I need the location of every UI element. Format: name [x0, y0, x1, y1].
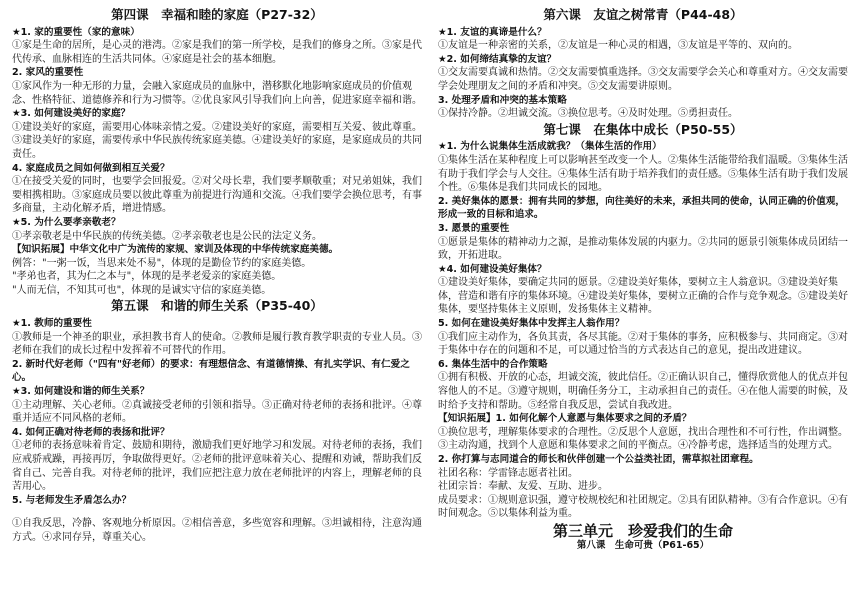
answer-text: ①在接受关爱的同时，也要学会回报爱。②对父母长辈，我们要孝顺敬重；对兄弟姐妹，我们要相携相助。③家庭成员要以彼此尊重为前提进行沟通和交流。④我们要学会换位思考，有事多商量，主动化解矛盾，增进情感。 [12, 176, 422, 215]
left-column [12, 6, 422, 545]
answer-text: "孝弟也者，其为仁之本与"，体现的是孝老爱亲的家庭美德。 [12, 271, 282, 283]
question-heading: ★1. 教师的重要性 [12, 318, 92, 330]
answer-text: ①交友需要真诚和热情。②交友需要慎重选择。③交友需要学会关心和尊重对方。④交友需要学会处理朋友之间的矛盾和冲突。⑤交友需要讲原则。 [438, 67, 848, 92]
question-heading: 5. 与老师发生矛盾怎么办？ [12, 494, 132, 506]
question-heading: ★1. 家的重要性（家的意味） [12, 26, 140, 38]
answer-text: ①换位思考，理解集体要求的合理性。②反思个人意愿，找出合理性和不可行性，作出调整。③主动沟通，找到个人意愿和集体要求之间的平衡点。④冷静考虑，选择适当的处理方式。 [438, 426, 848, 452]
answer-text: ①集体生活在某种程度上可以影响甚至改变一个人。②集体生活能带给我们温暖。③集体生活有助于我们学会与人交往。④集体生活有助于培养我们的责任感。⑤集体生活有助于我们发展个性。⑥集体是我们共同成长的园地。 [438, 154, 848, 194]
question-heading: 6. 集体生活中的合作策略 [438, 358, 548, 370]
question-heading: 5. 如何在建设美好集体中发挥主人翁作用？ [438, 318, 625, 330]
knowledge-extension-heading: 【知识拓展】中华文化中广为流传的家规、家训及体现的中华传统家庭美德。 [12, 244, 339, 256]
answer-text: ①保持冷静。②坦诚交流。③换位思考。④及时处理。⑤勇担责任。 [438, 108, 738, 120]
question-heading: 3. 处理矛盾和冲突的基本策略 [438, 94, 567, 106]
question-heading: ★3. 如何建设美好的家庭？ [12, 108, 131, 120]
lesson5-title: 第五课 和谐的师生关系（P35-40） [111, 298, 323, 314]
answer-text: ①友谊是一种亲密的关系，②友谊是一种心灵的相遇，③友谊是平等的、双向的。 [438, 40, 798, 52]
question-heading: 4. 家庭成员之间如何做到相互关爱？ [12, 162, 170, 174]
answer-text: ①拥有积极、开放的心态，坦诚交流，彼此信任。②正确认识自己，懂得欣赏他人的优点并包容他人的不足。③遵守规则，明确任务分工，主动承担自己的责任。④在他人需要的时候，及时给予支持和帮助。⑤经常自我反思，尝试自我改进。 [438, 372, 848, 411]
question-heading: ★3. 如何建设和谐的师生关系？ [12, 386, 150, 398]
answer-text: ①建设美好的家庭，需要用心体味亲情之爱。②建设美好的家庭，需要相互关爱、彼此尊重。③建设美好的家庭，需要传承中华民族传统家庭美德。④建设美好的家庭，是家庭成员的共同责任。 [12, 121, 422, 160]
right-column [438, 6, 848, 552]
unit3-title: 第三单元 珍爱我们的生命 [552, 521, 733, 540]
question-heading: 3. 愿景的重要性 [438, 222, 510, 234]
question-heading: ★4. 如何建设美好集体？ [438, 263, 547, 275]
answer-text: ①家风作为一种无形的力量，会融入家庭成员的血脉中，潜移默化地影响家庭成员的价值观念、性格特征、道德修养和行为习惯等。②优良家风引导我们向上向善，促进家庭幸福和谐。 [12, 80, 422, 106]
lesson8-title: 第八课 生命可贵（P61-65） [576, 539, 710, 551]
answer-text: ①主动理解、关心老师。②真诚接受老师的引领和指导。③正确对待老师的表扬和批评。④尊重并适应不同风格的老师。 [12, 399, 422, 425]
answer-text: ①孝亲敬老是中华民族的传统美德。②孝亲敬老也是公民的法定义务。 [12, 230, 322, 242]
question-heading: 4. 如何正确对待老师的表扬和批评？ [12, 426, 170, 438]
answer-text: ①愿景是集体的精神动力之源，是推动集体发展的内驱力。②共同的愿景引领集体成员团结一致，开拓进取。 [438, 236, 848, 262]
answer-text: ①老师的表扬意味着肯定、鼓励和期待，激励我们更好地学习和发展。对待老师的表扬，我们应戒骄戒躁，再接再厉，争取做得更好。②老师的批评意味着关心、提醒和劝诫，帮助我们反省自己、完善自我。对待老师的批评，我们应把注意力放在老师批评的内容上，理解老师的良苦用心。 [12, 440, 422, 493]
question-heading: 2. 美好集体的愿景：拥有共同的梦想，向往美好的未来，承担共同的使命，认同正确的价值观，形成一致的目标和追求。 [438, 195, 846, 221]
answer-text: ①我们应主动作为，各负其责，各尽其能。②对于集体的事务，应积极参与、共同商定。③对于集体中存在的问题和不足，可以通过恰当的方式表达自己的意见，提出改进建议。 [438, 331, 848, 357]
answer-text: ①家是生命的居所，是心灵的港湾。②家是我们的第一所学校，是我们的修身之所。③家是代代传承、血脉相连的生活共同体。④家庭是社会的基本细胞。 [12, 40, 422, 65]
question-heading: ★2. 如何缔结真挚的友谊？ [438, 53, 557, 65]
answer-text: ①建设美好集体，要确定共同的愿景。②建设美好集体，要树立主人翁意识。③建设美好集体，营造和谐有序的集体环境。④建设美好集体，要树立正确的合作与竞争观念。⑤建设美好集体，要坚持集体主义原则，发扬集体主义精神。 [438, 277, 848, 316]
answer-text: 成员要求：①规则意识强，遵守校规校纪和社团规定。②具有团队精神。③有合作意识。④有时间观念。⑤以集体利益为重。 [438, 494, 848, 520]
lesson7-title: 第七课 在集体中成长（P50-55） [543, 121, 743, 137]
answer-text: 例答："一粥一饭，当思来处不易"，体现的是勤俭节约的家庭美德。 [12, 257, 312, 269]
question-heading: ★5. 为什么要孝亲敬老？ [12, 216, 121, 228]
answer-text: ①自我反思，冷静、客观地分析原因。②相信善意，多些宽容和理解。③坦诚相待，注意沟通方式。④求同存异，尊重关心。 [12, 518, 422, 543]
question-heading: 2. 家风的重要性 [12, 67, 84, 79]
question-heading: 2. 新时代好老师（"四有"好老师）的要求：有理想信念、有道德情操、有扎实学识、有仁爱之心。 [12, 358, 410, 384]
lesson6-title: 第六课 友谊之树常青（P44-48） [543, 7, 743, 22]
answer-text: "人而无信，不知其可也"，体现的是诚实守信的家庭美德。 [12, 284, 272, 296]
lesson4-title: 第四课 幸福和睦的家庭（P27-32） [111, 7, 323, 22]
question-heading: 2. 你打算与志同道合的师长和伙伴创建一个公益类社团，需草拟社团章程。 [438, 454, 759, 465]
answer-text: 社团名称：学雷锋志愿者社团。 [438, 467, 578, 479]
answer-text: ①教师是一个神圣的职业，承担教书育人的使命。②教师是履行教育教学职责的专业人员。③老师在我们的成长过程中发挥着不可替代的作用。 [12, 331, 422, 357]
answer-text: 社团宗旨：奉献、友爱、互助、进步。 [438, 481, 608, 493]
question-heading: ★1. 为什么说集体生活成就我？（集体生活的作用） [438, 141, 662, 153]
question-heading: ★1. 友谊的真谛是什么？ [438, 26, 547, 38]
knowledge-extension-heading: 【知识拓展】1. 如何化解个人意愿与集体要求之间的矛盾？ [438, 413, 692, 425]
